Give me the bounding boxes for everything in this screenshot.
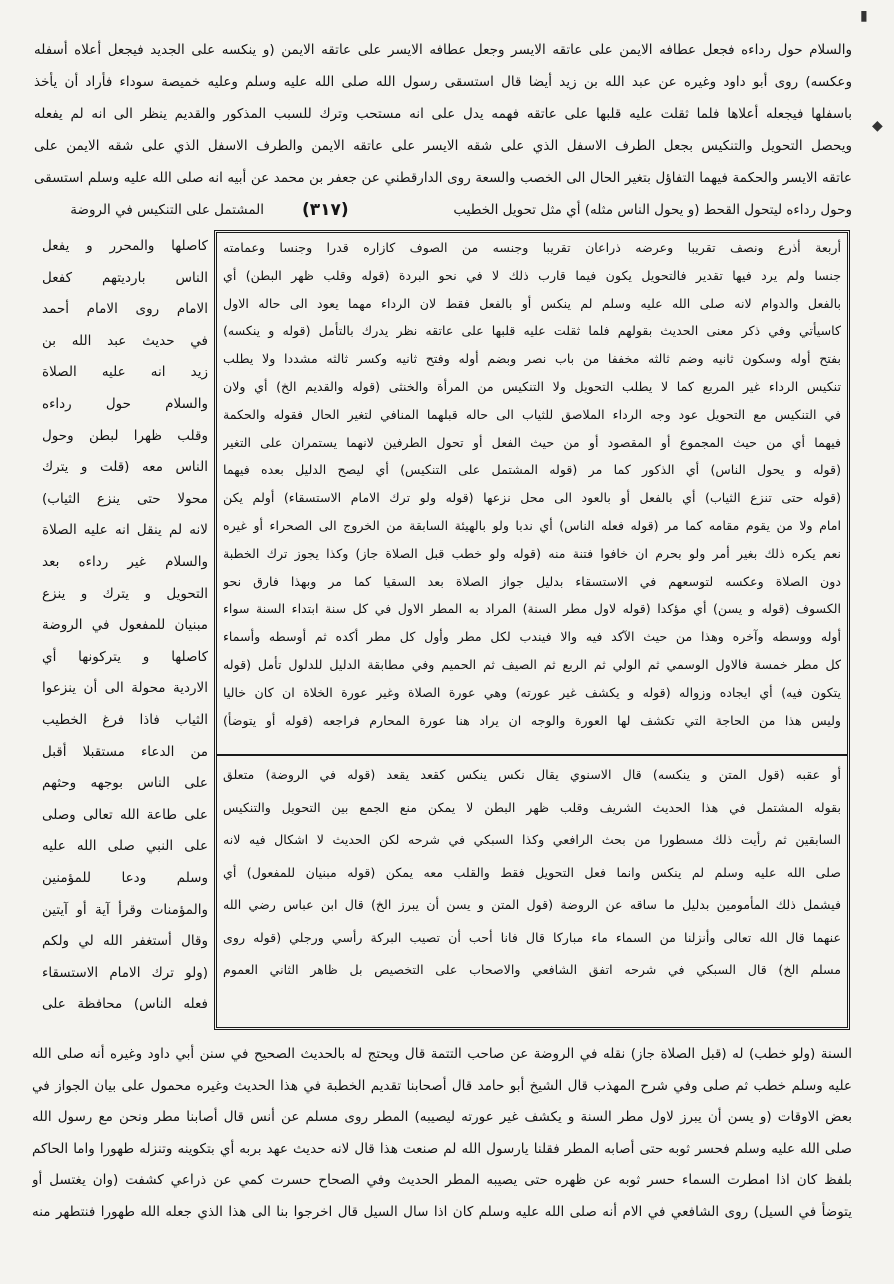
commentary-line: نعم يكره ذلك بغير أمر ولو بحرم ان خافوا فتنة منه (قوله ولو خطب قبل الصلاة جاز) وكذا يجوز ترك الخطبة [223, 545, 841, 561]
commentary-line: صلى الله عليه وسلم لم ينكس وانما فعل التحويل فقط والقلب معه يمكن (قوله مبنيان للمفعول) أي [223, 864, 841, 880]
commentary-line: بفتح أوله وسكون ثانيه وضم ثالثه مخففا من باب نصر وبضم أوله وفتح ثانيه وكسر ثالثه مشددا ولا يطلب [223, 351, 841, 367]
commentary-line: دون الصلاة وعكسه لتوسعهم في الاستسقاء بدليل جواز الصلاة بعد السقيا كما مر وبهذا فارق نحو [223, 573, 841, 589]
side-text-line: (ولو ترك الامام الاستسقاء [42, 964, 208, 981]
text-line: بلفظ كان اذا امطرت السماء حسر ثوبه عن ظهره حتى يصيبه المطر الحديث وفي الصحاح حسرت كمي عن ذراعي كشفت (وان يغتسل أو [32, 1172, 852, 1188]
side-text-line: من الدعاء مستقبلا أقبل [42, 743, 208, 760]
header-right-text: وحول رداءه ليتحول القحط (و يحول الناس مثله) أي مثل تحويل الخطيب [453, 202, 852, 218]
text-line: باسفلها فيجعله أعلاها فلما ثقلت عليه قلبها على عاتقه فهمه يدل على انه مستحب وترك للسبب المذكور والقديم ينظر الى انه لم يفعله [34, 106, 852, 122]
commentary-line: أوله ووسطه وآخره وهذا من حيث الآكد فيه والا فيندب لكل مطر وأول كل مطر أكده ثم أوسطه وأسماء [223, 629, 841, 645]
commentary-line: عنهما قال الله تعالى وأنزلنا من السماء ماء مباركا قال فانا أحب أن تصيب البركة رأسي ورجلي (قوله روى [223, 929, 841, 945]
page-edge-mark: ▮ [860, 8, 868, 24]
commentary-line: امام ولا من يقوم مقامه كما مر (قوله فعله الناس) أي ندبا ولو بالهيئة السابقة من الخروج الى الصحراء أو غيره [223, 518, 841, 533]
side-text-line: مبنيان للمفعول في الروضة [42, 617, 208, 634]
side-text-line: التحويل و يترك و ينزع [42, 585, 208, 602]
commentary-line: كاسيأتي وفي ذكر معنى الحديث بقولهم فلما ثقلت عليه قلبها على عاتقه نظر يدرك بالتأمل (قوله و ينكسه) [223, 323, 841, 339]
side-text-line: وقال أستغفر الله لي ولكم [42, 933, 208, 950]
commentary-line: أو عقبه (قول المتن و ينكسه) قال الاسنوي يقال نكس ينكس كقعد يقعد (قوله في الروضة) متعلق [223, 767, 841, 782]
text-line: ويحصل التحويل والتنكيس بجعل الطرف الاسفل الذي على شقه الايسر على عاتقه الايمن والطرف الاسفل الذي على شقه الايمن على [34, 138, 852, 154]
side-text-line: كاصلها و يتركونها أي [42, 648, 208, 665]
side-text-line: على الناس بوجهه وحثهم [42, 775, 208, 792]
commentary-line: في التنكيس مع التحويل عود وجه الرداء الملاصق للثياب الى حاله قبلهما المنافي لتغير الحال فقوله والحكمة [223, 406, 841, 422]
side-text-line: في حديث عبد الله بن [42, 332, 208, 349]
commentary-line: تنكيس الرداء غير المربع كما لا يطلب التحويل ولا التنكيس من المرأة والخنثى (قوله والقديم الخ) أي ولان [223, 379, 841, 394]
commentary-line: فيشمل ذلك المأمومين بدليل ما ساقه عن الروضة (قول المتن و يسن أن يبرز الخ) قال ابن عباس رضي الله [223, 897, 841, 912]
side-text-line: الناس بارديتهم كفعل [42, 269, 208, 286]
side-text-line: وقلب ظهرا لبطن وحول [42, 427, 208, 444]
commentary-line: الكسوف (قوله و يسن) أي مؤكدا (قوله لاول مطر السنة) المراد به المطر الاول في كل سنة ابتداء السنة سواء [223, 601, 841, 617]
text-line: وعكسه) روى أبو داود وغيره عن عبد الله بن زيد أيضا قال استسقى رسول الله صلى الله عليه وسلم وعليه خميصة سوداء فأراد أن يأخذ [34, 74, 852, 90]
commentary-divider [217, 754, 847, 756]
side-text-line: كاصلها والمحرر و يفعل [42, 238, 208, 254]
side-text-line: الاردية محولة الى أن ينزعوا [42, 680, 208, 697]
side-text-line: الثياب فاذا فرغ الخطيب [42, 712, 208, 728]
side-text-line: والسلام غير رداءه بعد [42, 554, 208, 570]
running-header [34, 198, 852, 222]
commentary-line: بالفعل والدوام لانه صلى الله عليه وسلم لم ينكس أو بالفعل فقط لان الرداء مهما يعود الى حاله الاول [223, 295, 841, 311]
side-text-line: على النبي صلى الله عليه [42, 838, 208, 855]
commentary-line: السابقين ثم رأيت ذلك مسطورا من بحث الرافعي وكذا السبكي في شرحه لكن الحديث لا اشكال فيه لانه [223, 832, 841, 847]
text-line: يتوضأ في السيل) روى الشافعي في الام أنه صلى الله عليه وسلم كان اذا سال السيل قال اخرجوا بنا الى هذا الذي جعله الله طهورا فنتطهر منه [32, 1203, 852, 1220]
commentary-line: أربعة أذرع ونصف تقريبا وعرضه ذراعان تقريبا وجنسه من الصوف كازاره قدرا وجنسا وعمامته [223, 240, 841, 255]
text-line: والسلام حول رداءه فجعل عطافه الايمن على عاتقه الايسر وجعل عطافه الايسر على عاتقه الايمن (و ينكسه على الجديد فيجعل أعلاه أسفله [34, 42, 852, 58]
commentary-line: وليس هذا من الحاجة التي تكشف لها العورة والوجه ان يراد هنا عورة المحارم فراجعه (قوله أو يتوضأ) [223, 712, 841, 728]
commentary-line: يتكون فيه) أي ايجاده وزواله (قوله و يكشف غير عورته) وهي عورة الصلاة وغير عورة الخلاة ان كان خاليا [223, 684, 841, 700]
side-text-line: الامام روى الامام أحمد [42, 301, 208, 318]
side-text-line: لانه لم ينقل انه عليه الصلاة [42, 522, 208, 539]
side-text-line: على طاعة الله تعالى وصلى [42, 806, 208, 823]
commentary-line: مسلم الخ) قال السبكي في شرحه اتفق الشافعي والاصحاب على التخصيص بل ظاهر الثاني العموم [223, 962, 841, 977]
text-line: بعض الاوقات (و يسن أن يبرز لاول مطر السنة و يكشف غير عورته ليصيبه) المطر روى مسلم عن أنس قال أصابنا مطر ونحن مع رسول الله [32, 1109, 852, 1125]
commentary-line: (قوله و يحول الناس) أي الذكور كما مر (قوله المشتمل على التنكيس) أي ليصح الدليل بعده فيهما [223, 462, 841, 478]
side-text-line: والمؤمنات وقرأ آية أو آيتين [42, 901, 208, 918]
side-text-line: الناس معه (قلت و يترك [42, 459, 208, 476]
header-left-text: المشتمل على التنكيس في الروضة [70, 202, 264, 218]
side-text-line: محولا حتى ينزع الثياب) [42, 490, 208, 507]
text-line: السنة (ولو خطب) له (قبل الصلاة جاز) نقله في الروضة عن صاحب التتمة قال ويحتج له بالحديث الصحيح في سنن أبي داود وغيره أنه صلى الله [32, 1046, 852, 1062]
side-text-line: والسلام حول رداءه [42, 396, 208, 412]
commentary-line: جنسا ولم يرد فيها تقدير فالتحويل يكون فيما قارب ذلك لا في نحو البردة (قوله وقلب ظهر البطن) أي [223, 267, 841, 283]
text-line: عاتقه الايسر والحكمة فيهما التفاؤل بتغير الحال الى الخصب والسعة روى الدارقطني عن جعفر بن محمد عن أبيه انه صلى الله عليه وسلم استسقى [34, 170, 852, 186]
commentary-line: (قوله حتى تنزع الثياب) أي بالفعل أو بالعود الى محل نزعها (قوله ولو ترك الامام الاستسقاء) أولم يكن [223, 490, 841, 506]
commentary-box [214, 230, 850, 1030]
side-text-line: فعله الناس) محافظة على [42, 996, 208, 1013]
commentary-line: كل مطر خمسة فالاول الوسمي ثم الولي ثم الربع ثم الصيف ثم الحميم وفي مطابقة الدليل للدلول تأمل (قوله [223, 657, 841, 672]
page-number: (٣١٧) [302, 200, 349, 220]
side-text-line: وسلم ودعا للمؤمنين [42, 870, 208, 886]
commentary-line: فيهما أي من حيث المجموع أو المقصود أو من حيث الفعل أو تحول الطرفين لانهما يستمران على التغير [223, 434, 841, 450]
side-text-line: زيد انه عليه الصلاة [42, 364, 208, 381]
commentary-line: بقوله المشتمل في هذا الحديث الشريف وقلب ظهر البطن لا يمكن منع الجمع بين التحويل والتنكيس [223, 799, 841, 815]
text-line: صلى الله عليه وسلم فحسر ثوبه حتى أصابه المطر فقلنا يارسول الله لم صنعت هذا قال لانه حديث عهد بربه أي بتكوينه وتنزله طهورا واما الحاكم [32, 1140, 852, 1157]
text-line: عليه وسلم خطب ثم صلى وفي شرح المهذب قال الشيخ أبو حامد قال أصحابنا تقديم الخطبة في هذا الحديث وغيره محمول على بيان الجواز في [32, 1077, 852, 1094]
page-edge-mark: ◆ [872, 118, 883, 134]
